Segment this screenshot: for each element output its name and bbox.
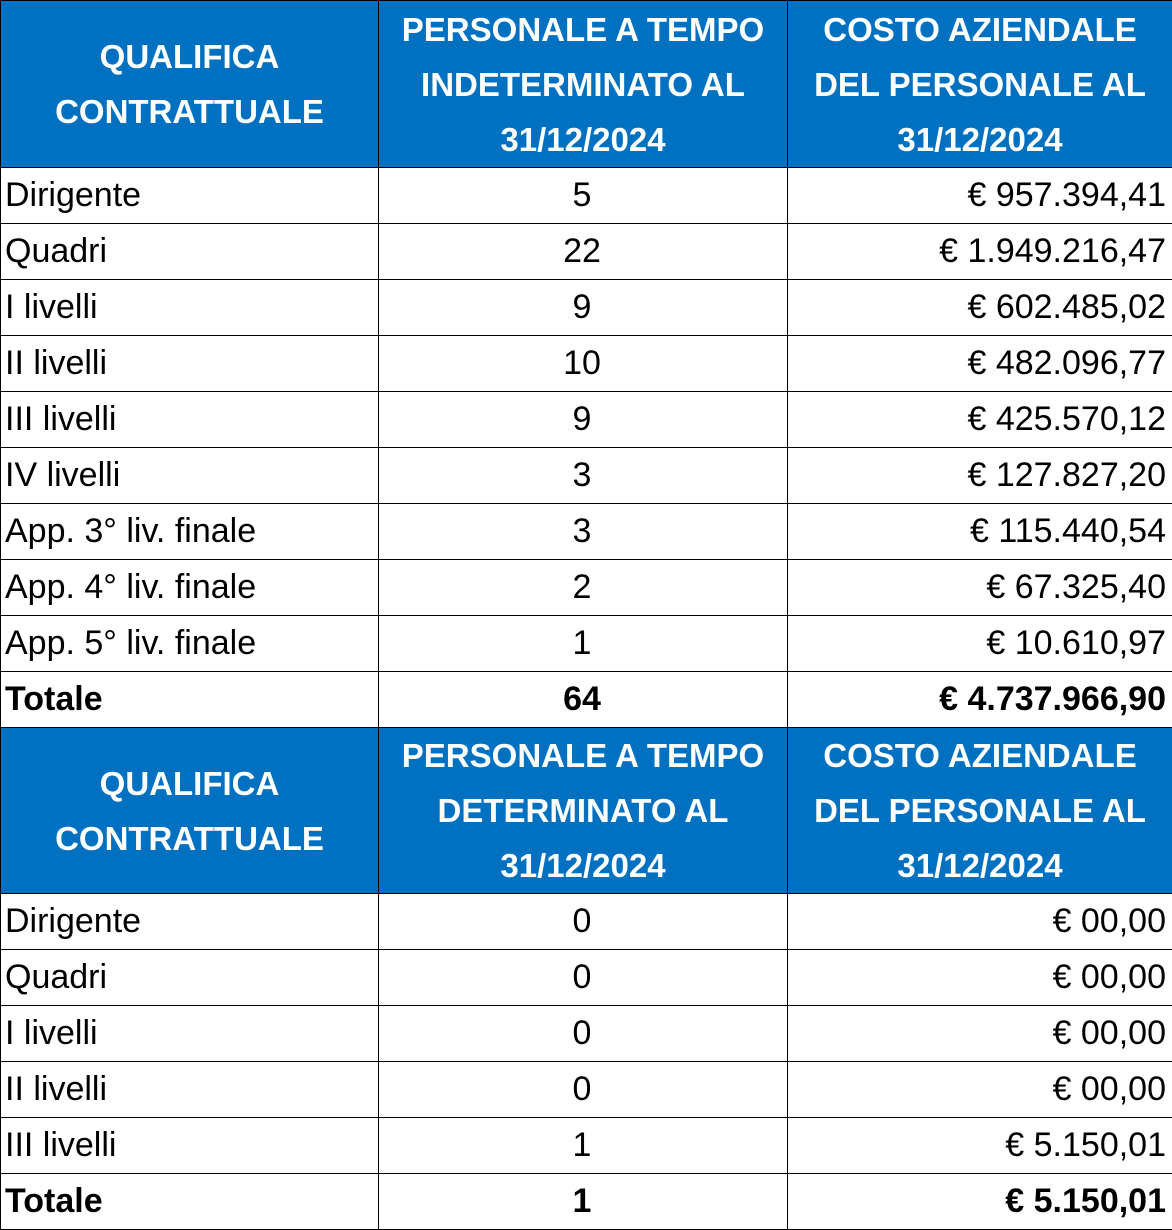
cell-personale: 1 <box>379 1118 788 1174</box>
cell-costo: € 10.610,97 <box>788 616 1172 672</box>
cell-costo: € 5.150,01 <box>788 1118 1172 1174</box>
cell-personale: 2 <box>379 560 788 616</box>
table-row <box>1 280 1172 336</box>
total-row <box>1 1174 1172 1230</box>
cell-costo: € 127.827,20 <box>788 448 1172 504</box>
header-personale: PERSONALE A TEMPO INDETERMINATO AL 31/12/2024 <box>379 1 788 168</box>
cell-costo: € 602.485,02 <box>788 280 1172 336</box>
table-row <box>1 950 1172 1006</box>
cell-qualifica: Dirigente <box>1 168 379 224</box>
table-row <box>1 448 1172 504</box>
cell-personale: 3 <box>379 448 788 504</box>
header-personale: PERSONALE A TEMPO DETERMINATO AL 31/12/2024 <box>379 728 788 894</box>
total-personale: 64 <box>379 672 788 728</box>
header-qualifica: QUALIFICA CONTRATTUALE <box>1 728 379 894</box>
cell-qualifica: III livelli <box>1 1118 379 1174</box>
total-qualifica: Totale <box>1 1174 379 1230</box>
cell-costo: € 00,00 <box>788 950 1172 1006</box>
table-row <box>1 560 1172 616</box>
header-row <box>1 728 1172 894</box>
cell-qualifica: App. 5° liv. finale <box>1 616 379 672</box>
cell-qualifica: IV livelli <box>1 448 379 504</box>
table-row <box>1 504 1172 560</box>
cell-costo: € 957.394,41 <box>788 168 1172 224</box>
cell-qualifica: II livelli <box>1 1062 379 1118</box>
cell-personale: 5 <box>379 168 788 224</box>
cell-costo: € 67.325,40 <box>788 560 1172 616</box>
cell-qualifica: App. 4° liv. finale <box>1 560 379 616</box>
cell-personale: 0 <box>379 1062 788 1118</box>
cell-personale: 9 <box>379 280 788 336</box>
cell-costo: € 00,00 <box>788 894 1172 950</box>
header-costo: COSTO AZIENDALE DEL PERSONALE AL 31/12/2024 <box>788 728 1172 894</box>
cell-personale: 10 <box>379 336 788 392</box>
table-row <box>1 894 1172 950</box>
table-row <box>1 224 1172 280</box>
header-qualifica: QUALIFICA CONTRATTUALE <box>1 1 379 168</box>
table-row <box>1 336 1172 392</box>
total-row <box>1 672 1172 728</box>
cell-personale: 22 <box>379 224 788 280</box>
cell-qualifica: Quadri <box>1 224 379 280</box>
cell-costo: € 115.440,54 <box>788 504 1172 560</box>
total-costo: € 5.150,01 <box>788 1174 1172 1230</box>
cell-costo: € 482.096,77 <box>788 336 1172 392</box>
cell-costo: € 425.570,12 <box>788 392 1172 448</box>
cell-personale: 1 <box>379 616 788 672</box>
table-row <box>1 616 1172 672</box>
table-row <box>1 1118 1172 1174</box>
total-costo: € 4.737.966,90 <box>788 672 1172 728</box>
cell-qualifica: Quadri <box>1 950 379 1006</box>
table-row <box>1 1062 1172 1118</box>
header-row <box>1 1 1172 168</box>
cell-personale: 9 <box>379 392 788 448</box>
cell-costo: € 00,00 <box>788 1006 1172 1062</box>
cell-personale: 3 <box>379 504 788 560</box>
cell-qualifica: I livelli <box>1 280 379 336</box>
header-costo: COSTO AZIENDALE DEL PERSONALE AL 31/12/2024 <box>788 1 1172 168</box>
cell-qualifica: App. 3° liv. finale <box>1 504 379 560</box>
cell-costo: € 00,00 <box>788 1062 1172 1118</box>
cell-personale: 0 <box>379 1006 788 1062</box>
cell-personale: 0 <box>379 950 788 1006</box>
total-qualifica: Totale <box>1 672 379 728</box>
cell-qualifica: I livelli <box>1 1006 379 1062</box>
total-personale: 1 <box>379 1174 788 1230</box>
cell-qualifica: Dirigente <box>1 894 379 950</box>
cell-costo: € 1.949.216,47 <box>788 224 1172 280</box>
cell-qualifica: II livelli <box>1 336 379 392</box>
table-row <box>1 392 1172 448</box>
cell-personale: 0 <box>379 894 788 950</box>
table-row <box>1 1006 1172 1062</box>
cell-qualifica: III livelli <box>1 392 379 448</box>
table-row <box>1 168 1172 224</box>
